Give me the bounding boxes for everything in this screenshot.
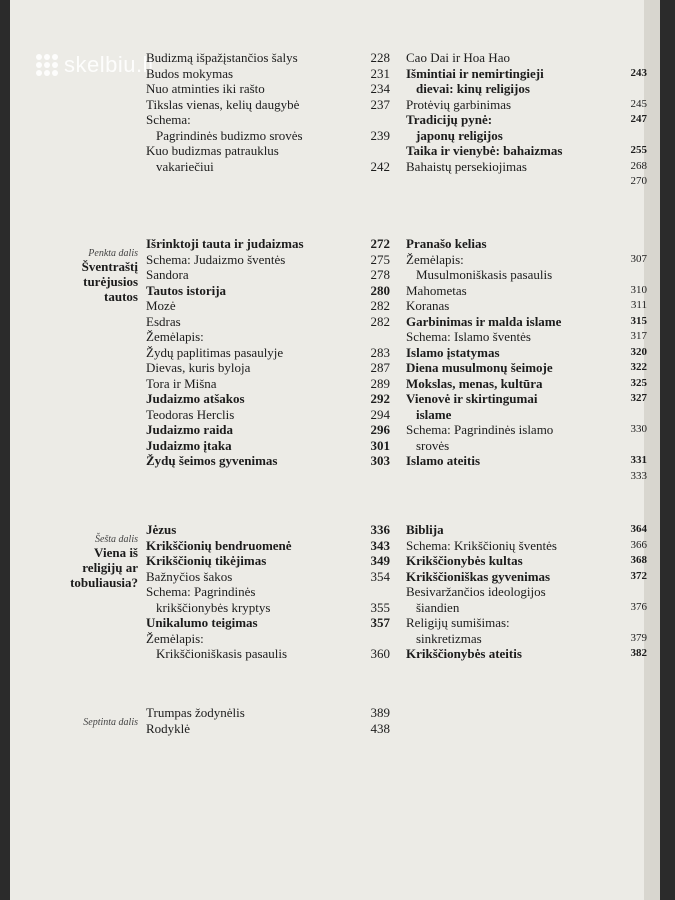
entry-title: Esdras [146, 313, 181, 329]
entry-page-number: 320 [630, 345, 647, 358]
toc-entry [406, 128, 651, 144]
watermark-dots-icon [36, 54, 58, 76]
toc-entry [406, 600, 651, 616]
part-number: Septinta dalis [83, 717, 138, 728]
toc-entry [406, 615, 651, 631]
entry-title: Krikščioniškasis pasaulis [156, 646, 288, 661]
entry-title: Krikščionybės kultas [406, 553, 523, 568]
toc-entry [146, 252, 396, 268]
entry-title: Rodyklė [146, 720, 191, 736]
entry-page-number: 282 [370, 313, 390, 329]
entry-title: Krikščionių tikėjimas [146, 553, 267, 568]
entry-page-number: 289 [370, 375, 390, 391]
entry-title: Dievas, kuris byloja [146, 360, 251, 375]
entry-title: Musulmoniškasis pasaulis [416, 267, 553, 282]
entry-title: Besivaržančios ideologijos [406, 584, 546, 599]
toc-entry [146, 615, 396, 631]
toc-column-right [406, 236, 651, 484]
toc-entry [146, 438, 396, 454]
entry-title: Islamo ateitis [406, 453, 481, 468]
toc-entry [146, 143, 396, 159]
entry-title: Judaizmo atšakos [146, 391, 245, 406]
part-number: Penkta dalis [88, 248, 138, 259]
toc-column-right [406, 50, 651, 190]
toc-entry [406, 569, 651, 585]
entry-title: Bahaistų persekiojimas [406, 158, 527, 174]
entry-page-number: 336 [370, 522, 390, 537]
toc-entry [146, 376, 396, 392]
entry-title: Tradicijų pynė: [406, 112, 493, 127]
toc-entry [146, 453, 396, 469]
toc-column-right [406, 522, 651, 662]
toc-entry [146, 112, 396, 128]
toc-entry [406, 538, 651, 554]
entry-page-number: 287 [370, 360, 390, 375]
entry-page-number: 243 [630, 66, 647, 79]
toc-entry [146, 631, 396, 647]
toc-entry [406, 522, 651, 538]
toc-entry [146, 705, 396, 721]
entry-title: vakariečiui [156, 158, 214, 174]
entry-title: Tora ir Mišna [146, 375, 217, 391]
toc-entry [146, 66, 396, 82]
entry-title: Žydų šeimos gyvenimas [146, 453, 278, 468]
toc-entry [146, 721, 396, 737]
toc-entry [406, 553, 651, 569]
part-label [58, 248, 138, 304]
toc-entry [146, 646, 396, 662]
entry-title: Žemėlapis: [406, 251, 464, 267]
entry-title: Unikalumo teigimas [146, 615, 258, 630]
toc-entry [406, 438, 651, 454]
entry-page-number: 343 [370, 537, 390, 553]
entry-title: Protėvių garbinimas [406, 96, 512, 112]
entry-title: Žydų paplitimas pasaulyje [146, 344, 284, 360]
toc-entry [406, 298, 651, 314]
entry-title: Islamo įstatymas [406, 344, 500, 360]
toc-entry [146, 584, 396, 600]
toc-entry [406, 159, 651, 175]
entry-page-number: 283 [370, 344, 390, 360]
entry-title: šiandien [416, 599, 460, 615]
entry-title: dievai: kinų religijos [416, 81, 530, 96]
entry-page-number: 389 [370, 705, 390, 720]
entry-page-number: 275 [370, 251, 390, 267]
entry-title: srovės [416, 437, 450, 453]
entry-page-number: 364 [630, 523, 647, 535]
entry-title: Vienovė ir skirtingumai [406, 391, 538, 406]
toc-entry [406, 314, 651, 330]
toc-entry [146, 128, 396, 144]
entry-page-number: 355 [370, 599, 390, 615]
entry-page-number: 280 [370, 282, 390, 298]
toc-entry [146, 407, 396, 423]
entry-title [406, 174, 409, 190]
toc-entry [406, 360, 651, 376]
entry-page-number: 242 [370, 158, 390, 174]
entry-page-number: 349 [370, 553, 390, 568]
entry-title: Garbinimas ir malda islame [406, 313, 562, 329]
book-page [10, 0, 660, 900]
entry-title: Biblija [406, 522, 444, 537]
entry-page-number: 438 [370, 720, 390, 736]
entry-title: Išrinktoji tauta ir judaizmas [146, 236, 304, 251]
entry-title: Teodoras Herclis [146, 406, 235, 422]
toc-entry [146, 600, 396, 616]
entry-page-number: 354 [370, 568, 390, 584]
entry-title: Schema: Islamo šventės [406, 329, 531, 344]
entry-title: Bažnyčios šakos [146, 568, 233, 584]
toc-entry [146, 314, 396, 330]
toc-entry [146, 538, 396, 554]
toc-entry [406, 422, 651, 438]
entry-title: Tikslas vienas, kelių daugybė [146, 96, 300, 112]
entry-page-number: 301 [370, 437, 390, 453]
toc-entry [406, 112, 651, 128]
toc-entry [406, 345, 651, 361]
entry-page-number: 282 [370, 298, 390, 313]
entry-title: Schema: Krikščionių šventės [406, 537, 557, 553]
entry-page-number: 294 [370, 406, 390, 422]
entry-title: Krikščionių bendruomenė [146, 537, 292, 553]
entry-page-number: 322 [630, 361, 647, 373]
entry-page-number: 228 [370, 50, 390, 65]
entry-page-number: 237 [370, 96, 390, 112]
toc-entry [146, 283, 396, 299]
toc-entry [406, 143, 651, 159]
entry-title: Žemėlapis: [146, 630, 204, 646]
entry-page-number: 296 [370, 422, 390, 437]
entry-page-number: 311 [630, 299, 647, 311]
entry-title: Koranas [406, 298, 450, 313]
entry-page-number: 310 [630, 283, 647, 296]
entry-title: Kuo budizmas patrauklus [146, 143, 279, 158]
toc-column-left [146, 50, 396, 174]
toc-entry [146, 553, 396, 569]
toc-entry [146, 236, 396, 252]
part-label [58, 717, 138, 728]
part-label [58, 534, 138, 590]
entry-title: Sandora [146, 267, 189, 282]
entry-title: Schema: Judaizmo šventės [146, 251, 286, 267]
entry-page-number: 372 [630, 569, 647, 582]
entry-title: Schema: Pagrindinės islamo [406, 422, 554, 437]
entry-page-number: 357 [370, 615, 390, 630]
toc-column-left [146, 705, 396, 736]
entry-title: Mahometas [406, 282, 467, 298]
entry-title: sinkretizmas [416, 630, 482, 646]
entry-title: Diena musulmonų šeimoje [406, 360, 553, 375]
entry-title: Mokslas, menas, kultūra [406, 375, 543, 391]
entry-page-number: 325 [630, 376, 647, 389]
toc-entry [146, 391, 396, 407]
toc-entry [146, 360, 396, 376]
toc-entry [146, 50, 396, 66]
entry-page-number: 268 [630, 159, 647, 172]
toc-entry [406, 584, 651, 600]
entry-title: Religijų sumišimas: [406, 615, 510, 630]
toc-entry [406, 646, 651, 662]
entry-title: Budizmą išpažįstančios šalys [146, 50, 298, 65]
entry-page-number: 315 [630, 314, 647, 327]
toc-entry [146, 522, 396, 538]
toc-entry [406, 376, 651, 392]
toc-entry [146, 159, 396, 175]
part-title: Viena iš religijų ar tobuliausia? [70, 545, 138, 590]
toc-entry [406, 236, 651, 252]
entry-page-number: 382 [630, 647, 647, 659]
entry-title: Krikščionybės ateitis [406, 646, 522, 661]
toc-entry [146, 345, 396, 361]
toc-entry [146, 329, 396, 345]
entry-title: Tautos istorija [146, 282, 227, 298]
entry-page-number: 234 [370, 81, 390, 96]
entry-title: Išmintiai ir nemirtingieji [406, 65, 544, 81]
toc-entry [406, 252, 651, 268]
toc-entry [146, 422, 396, 438]
toc-entry [146, 569, 396, 585]
toc-entry [406, 66, 651, 82]
entry-page-number: 247 [630, 113, 647, 125]
entry-title: Schema: Pagrindinės [146, 584, 256, 599]
entry-page-number: 317 [630, 330, 647, 342]
entry-title: Taika ir vienybė: bahaizmas [406, 143, 563, 158]
toc-entry [146, 97, 396, 113]
toc-entry [406, 267, 651, 283]
entry-page-number: 245 [630, 97, 647, 110]
entry-page-number: 376 [630, 600, 647, 613]
entry-page-number: 231 [370, 65, 390, 81]
entry-title: Budos mokymas [146, 65, 234, 81]
entry-page-number: 330 [630, 423, 647, 435]
entry-page-number: 272 [370, 236, 390, 251]
entry-title: Krikščioniškas gyvenimas [406, 568, 551, 584]
entry-page-number: 270 [630, 175, 647, 187]
entry-title: Judaizmo įtaka [146, 437, 232, 453]
part-number: Šešta dalis [94, 534, 138, 545]
entry-title [406, 469, 409, 485]
entry-page-number: 255 [630, 144, 647, 156]
entry-page-number: 331 [630, 454, 647, 466]
entry-page-number: 379 [630, 631, 647, 644]
toc-entry [406, 81, 651, 97]
entry-title: Schema: [146, 112, 191, 127]
entry-page-number: 333 [630, 469, 647, 482]
toc-entry [146, 81, 396, 97]
entry-title: Pagrindinės budizmo srovės [156, 127, 303, 143]
toc-entry [146, 298, 396, 314]
entry-page-number: 307 [630, 252, 647, 265]
entry-title: japonų religijos [416, 127, 503, 143]
entry-page-number: 368 [630, 554, 647, 566]
toc-entry [146, 267, 396, 283]
toc-entry [406, 407, 651, 423]
toc-entry [406, 391, 651, 407]
entry-title: Nuo atminties iki rašto [146, 81, 265, 96]
toc-entry [406, 97, 651, 113]
toc-column-left [146, 236, 396, 469]
entry-title: Pranašo kelias [406, 236, 487, 251]
entry-title: Jėzus [146, 522, 177, 537]
entry-title: Cao Dai ir Hoa Hao [406, 50, 510, 65]
entry-title: Žemėlapis: [146, 329, 204, 344]
entry-title: Judaizmo raida [146, 422, 234, 437]
part-title: Šventraštį turėjusios tautos [81, 259, 138, 304]
entry-title: Trumpas žodynėlis [146, 705, 245, 720]
entry-page-number: 278 [370, 267, 390, 282]
entry-page-number: 366 [630, 538, 647, 551]
toc-entry [406, 50, 651, 66]
toc-entry [406, 174, 651, 190]
toc-entry [406, 453, 651, 469]
toc-entry [406, 329, 651, 345]
entry-title: krikščionybės kryptys [156, 599, 271, 615]
entry-title: Mozė [146, 298, 176, 313]
entry-title: islame [416, 406, 452, 422]
entry-page-number: 303 [370, 453, 390, 468]
toc-column-left [146, 522, 396, 662]
watermark [36, 52, 155, 78]
toc-entry [406, 283, 651, 299]
entry-page-number: 360 [370, 646, 390, 661]
toc-entry [406, 469, 651, 485]
entry-page-number: 239 [370, 127, 390, 143]
watermark-text: skelbiu.lt [64, 52, 155, 77]
entry-page-number: 327 [630, 392, 647, 404]
toc-entry [406, 631, 651, 647]
entry-page-number: 292 [370, 391, 390, 406]
